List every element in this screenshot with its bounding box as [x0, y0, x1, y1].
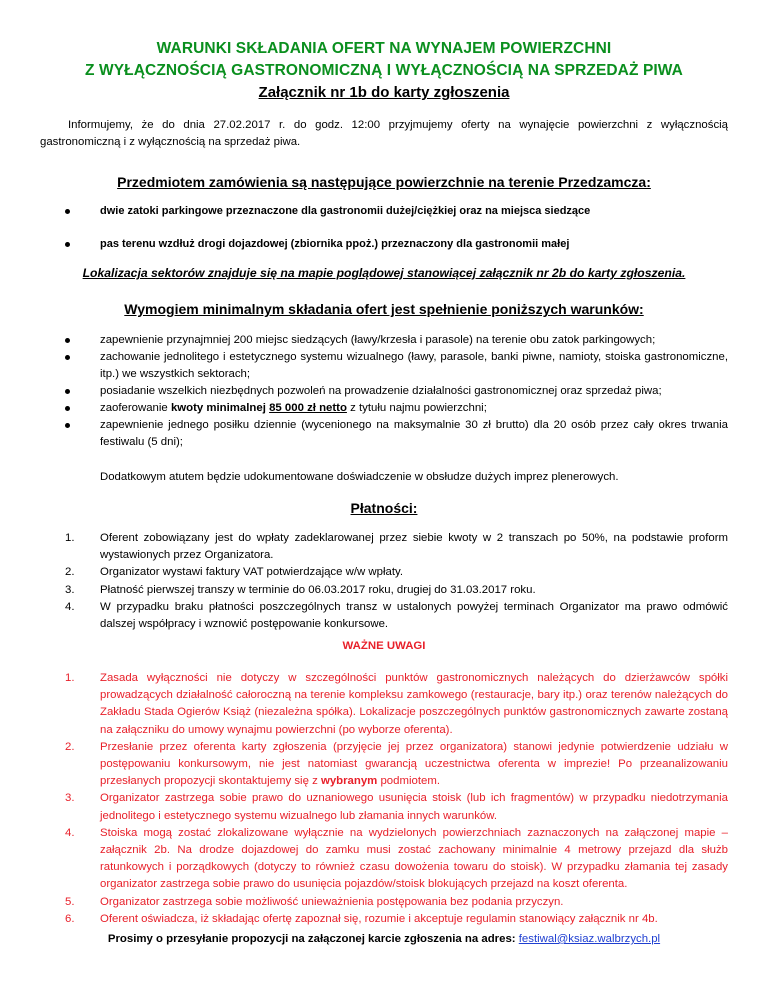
notes-list — [65, 670, 728, 928]
subject-heading: Przedmiotem zamówienia są następujące powierzchnie na terenie Przedzamcza: — [117, 174, 651, 190]
list-item: 6. Oferent oświadcza, iż składając ofertę zapoznał się, rozumie i akceptuje regulamin stanowiący załącznik nr 4b. — [65, 912, 658, 925]
list-item: 5. Organizator zastrzega sobie możliwość unieważnienia postępowania bez podania przyczyn. — [65, 895, 564, 908]
bullet-icon — [65, 423, 70, 428]
list-item: pas terenu wzdłuż drogi dojazdowej (zbiornika ppoż.) przeznaczony dla gastronomii małej — [100, 236, 728, 253]
intro-paragraph: Informujemy, że do dnia 27.02.2017 r. do godz. 12:00 przyjmujemy oferty na wynajęcie powierzchni z wyłącznością gastronomiczną i z wyłącznością na sprzedaż piwa. — [40, 119, 728, 148]
payments-list — [65, 530, 728, 633]
list-item: 3. Organizator zastrzega sobie prawo do uznaniowego usunięcia stoisk (lub ich fragmentów) w przypadku niedotrzymania jednolitego i estetycznego systemu wizualnego lub złamania innych warunków. — [65, 792, 728, 822]
minimum-fee: 85 000 zł netto — [269, 402, 347, 414]
location-note: Lokalizacja sektorów znajduje się na mapie poglądowej stanowiącej załącznik nr 2b do karty zgłoszenia. — [82, 266, 686, 280]
list-item: zaoferowanie kwoty minimalnej 85 000 zł netto z tytułu najmu powierzchni; — [100, 400, 728, 417]
bullet-icon — [65, 242, 70, 247]
important-notes-heading: WAŻNE UWAGI — [342, 640, 426, 652]
list-item: zapewnienie jednego posiłku dziennie (wycenionego na maksymalnie 30 zł brutto) dla 20 osób przez cały okres trwania festiwalu (5 dni); — [100, 417, 728, 451]
bullet-icon — [65, 338, 70, 343]
list-item: 4. Stoiska mogą zostać zlokalizowane wyłącznie na wydzielonych powierzchniach zaznaczonych na załączonej mapie – załącznik 2b. Na drodze dojazdowej do zamku musi zostać zachowany minimalnie 4 metrowy przejazd dla służb ratunkowych i porządkowych (dotyczy to również czasu dowożenia towaru do stoisk). W przypadku złamania tej zasady organizator zastrzega sobie prawo do usunięcia pojazdów/stoisk blokujących przejazd na koszt oferenta. — [65, 826, 728, 891]
bullet-icon — [65, 209, 70, 214]
list-item: 3. Płatność pierwszej transzy w terminie do 06.03.2017 roku, drugiej do 31.03.2017 roku. — [65, 583, 536, 596]
list-item: 2. Przesłanie przez oferenta karty zgłoszenia (przyjęcie jej przez organizatora) stanowi jedynie potwierdzenie udziału w postępowaniu konkursowym, nie jest natomiast gwarancją uczestnictwa oferenta w imprezie! Po przeanalizowaniu przesłanych propozycji skontaktujemy się z wybranym podmiotem. — [65, 740, 728, 788]
list-item: 4. W przypadku braku płatności poszczególnych transz w ustalonych powyżej terminach Organizator ma prawo odmówić dalszej współpracy i wznowić postępowanie konkursowe. — [65, 600, 728, 631]
list-item: zachowanie jednolitego i estetycznego systemu wizualnego (ławy, parasole, banki piwne, namioty, stoiska gastronomiczne, itp.) we wszystkich sektorach; — [100, 349, 728, 383]
list-item: dwie zatoki parkingowe przeznaczone dla gastronomii dużej/ciężkiej oraz na miejsca siedzące — [100, 203, 728, 220]
payments-heading: Płatności: — [350, 500, 418, 516]
list-item: zapewnienie przynajmniej 200 miejsc siedzących (ławy/krzesła i parasole) na terenie obu zatok parkingowych; — [100, 332, 728, 349]
list-item: posiadanie wszelkich niezbędnych pozwoleń na prowadzenie działalności gastronomicznej oraz sprzedaż piwa; — [100, 383, 728, 400]
requirements-heading: Wymogiem minimalnym składania ofert jest spełnienie poniższych warunków: — [124, 301, 644, 317]
bullet-icon — [65, 355, 70, 360]
list-item: 1. Zasada wyłączności nie dotyczy w szczególności punktów gastronomicznych należących do dzierżawców spółki prowadzących działalność całoroczną na terenie kompleksu zamkowego (restauracje, bary itp.) oraz terenów należących do Zakładu Stada Ogierów Książ (niezależna spółka). Lokalizacje poszczególnych punktów gastronomicznych zawarte zostaną na załączniku do umowy wynajmu powierzchni (po wyborze oferenta). — [65, 672, 728, 736]
footer-line: Prosimy o przesyłanie propozycji na załączonej karcie zgłoszenia na adres: festiwal@ksiaz.walbrzych.pl — [107, 933, 661, 945]
bullet-icon — [65, 389, 70, 394]
title-line-1: WARUNKI SKŁADANIA OFERT NA WYNAJEM POWIERZCHNI — [156, 40, 612, 57]
email-link[interactable]: festiwal@ksiaz.walbrzych.pl — [518, 933, 661, 945]
requirements-list — [100, 332, 728, 451]
attachment-subtitle: Załącznik nr 1b do karty zgłoszenia — [258, 84, 510, 101]
title-line-2: Z WYŁĄCZNOŚCIĄ GASTRONOMICZNĄ I WYŁĄCZNOŚCIĄ NA SPRZEDAŻ PIWA — [85, 62, 683, 79]
subject-list — [100, 203, 728, 253]
list-item: 1. Oferent zobowiązany jest do wpłaty zadeklarowanej przez siebie kwoty w 2 transzach po 50%, na podstawie proform wystawionych przez Organizatora. — [65, 532, 728, 562]
extra-paragraph: Dodatkowym atutem będzie udokumentowane doświadczenie w obsłudze dużych imprez plenerowych. — [100, 471, 619, 483]
list-item: 2. Organizator wystawi faktury VAT potwierdzające w/w wpłaty. — [65, 566, 404, 579]
bullet-icon — [65, 406, 70, 411]
